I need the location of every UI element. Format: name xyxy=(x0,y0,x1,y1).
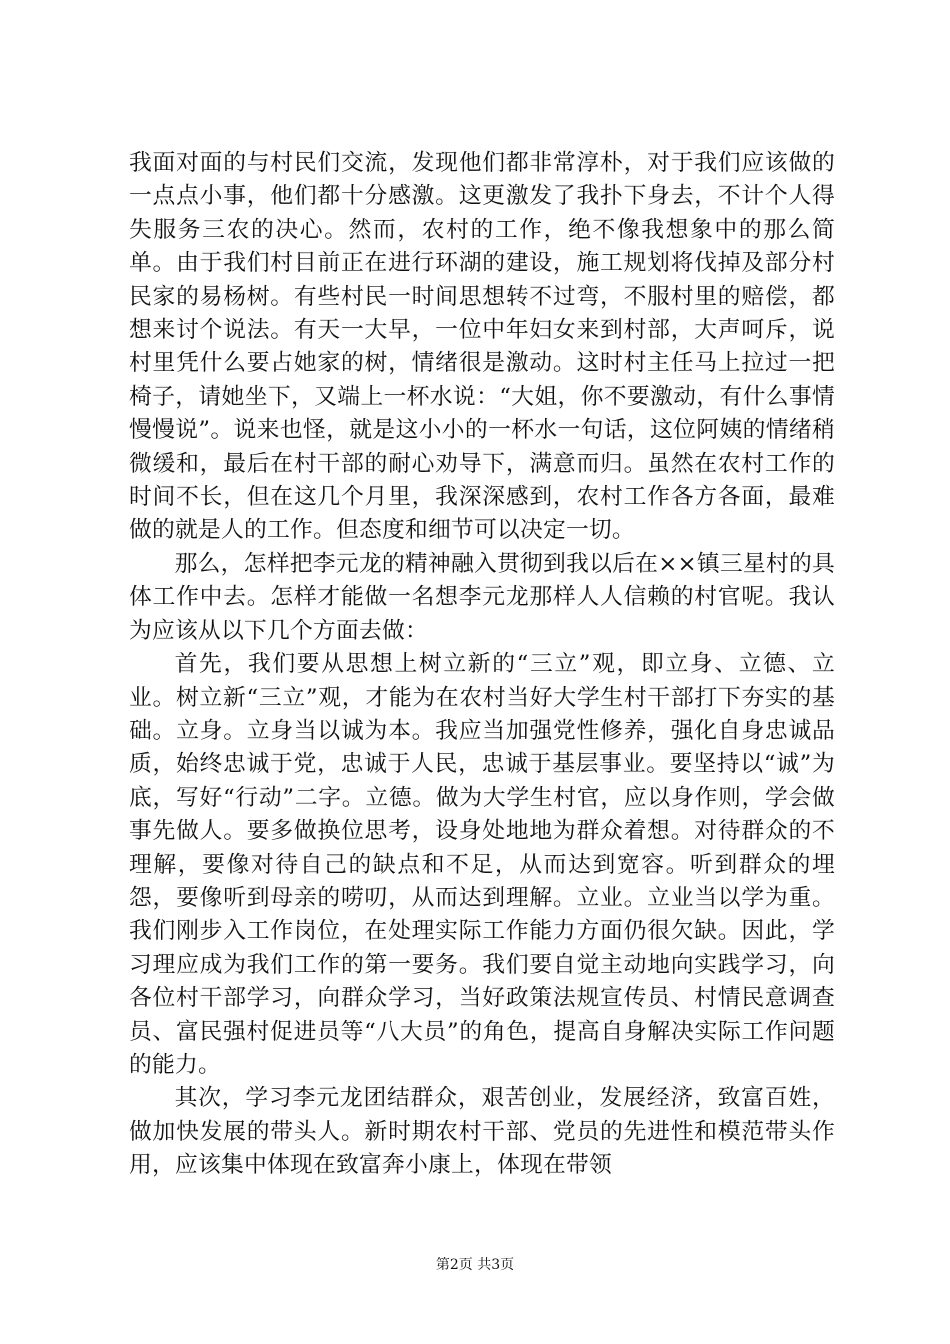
document-body xyxy=(129,147,835,1183)
paragraph-1: 我面对面的与村民们交流，发现他们都非常淳朴，对于我们应该做的一点点小事，他们都十分感激。这更激发了我扑下身去，不计个人得失服务三农的决心。然而，农村的工作，绝不像我想象中的那么简单。由于我们村目前正在进行环湖的建设，施工规划将伐掉及部分村民家的易杨树。有些村民一时间思想转不过弯，不服村里的赔偿，都想来讨个说法。有天一大早，一位中年妇女来到村部，大声呵斥，说村里凭什么要占她家的树，情绪很是激动。这时村主任马上拉过一把椅子，请她坐下，又端上一杯水说：“大姐，你不要激动，有什么事情慢慢说”。说来也怪，就是这小小的一杯水一句话，这位阿姨的情绪稍微缓和，最后在村干部的耐心劝导下，满意而归。虽然在农村工作的时间不长，但在这几个月里，我深深感到，农村工作各方各面，最难做的就是人的工作。但态度和细节可以决定一切。 xyxy=(129,150,835,544)
paragraph-3: 首先，我们要从思想上树立新的“三立”观，即立身、立德、立业。树立新“三立”观，才能为在农村当好大学生村干部打下夯实的基础。立身。立身当以诚为本。我应当加强党性修养，强化自身忠诚品质，始终忠诚于党，忠诚于人民，忠诚于基层事业。要坚持以“诚”为底，写好“行动”二字。立德。做为大学生村官，应以身作则，学会做事先做人。要多做换位思考，设身处地地为群众着想。对待群众的不理解，要像对待自己的缺点和不足，从而达到宽容。听到群众的埋怨，要像听到母亲的唠叨，从而达到理解。立业。立业当以学为重。我们刚步入工作岗位，在处理实际工作能力方面仍很欠缺。因此，学习理应成为我们工作的第一要务。我们要自觉主动地向实践学习，向各位村干部学习，向群众学习，当好政策法规宣传员、村情民意调查员、富民强村促进员等“八大员”的角色，提高自身解决实际工作问题的能力。 xyxy=(129,651,835,1078)
paragraph-4: 其次，学习李元龙团结群众，艰苦创业，发展经济，致富百姓，做加快发展的带头人。新时期农村干部、党员的先进性和模范带头作用，应该集中体现在致富奔小康上，体现在带领 xyxy=(129,1085,835,1179)
page-footer: 第2页 共3页 xyxy=(435,1257,515,1273)
paragraph-2: 那么，怎样把李元龙的精神融入贯彻到我以后在××镇三星村的具体工作中去。怎样才能做一名想李元龙那样人人信赖的村官呢。我认为应该从以下几个方面去做： xyxy=(129,550,835,644)
